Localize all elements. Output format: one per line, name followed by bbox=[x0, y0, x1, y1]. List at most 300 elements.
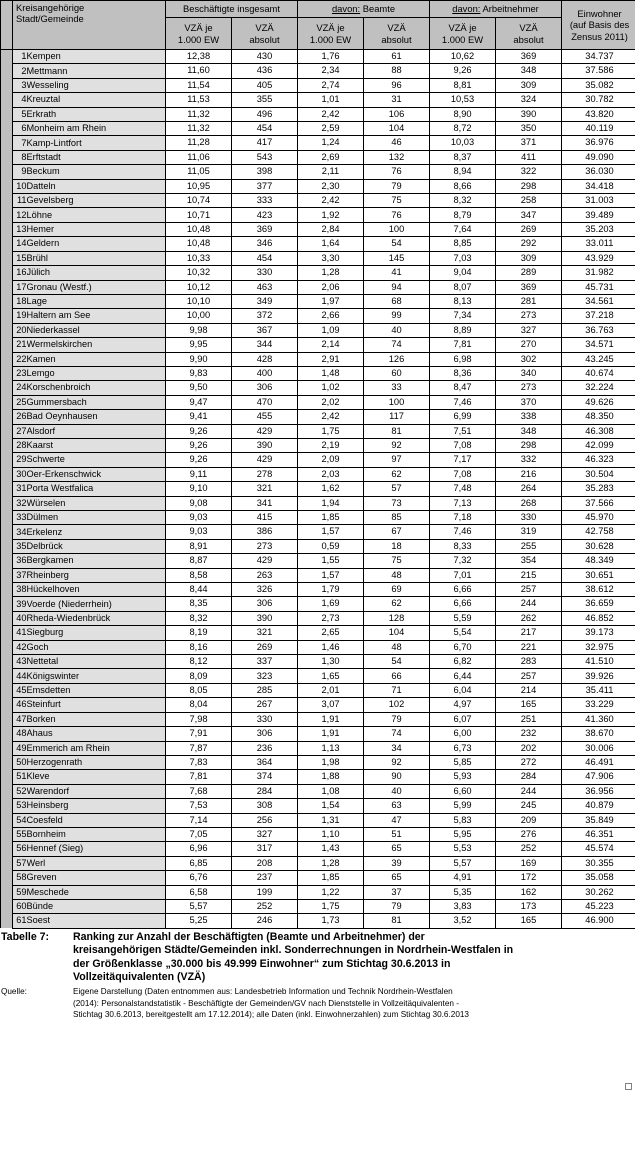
row-gutter bbox=[1, 597, 13, 611]
table-row bbox=[1, 683, 635, 697]
cell-beamte-abs: 96 bbox=[364, 78, 430, 92]
cell-total-rel: 7,81 bbox=[166, 770, 232, 784]
cell-arbeitnehmer-abs: 272 bbox=[496, 755, 562, 769]
cell-total-abs: 278 bbox=[232, 467, 298, 481]
cell-total-rel: 9,95 bbox=[166, 338, 232, 352]
cell-arbeitnehmer-rel: 10,53 bbox=[430, 93, 496, 107]
cell-municipality-name: Dülmen bbox=[27, 511, 166, 525]
row-gutter bbox=[1, 366, 13, 380]
row-gutter bbox=[1, 568, 13, 582]
cell-beamte-rel: 1,28 bbox=[298, 856, 364, 870]
cell-total-abs: 355 bbox=[232, 93, 298, 107]
cell-rank: 3 bbox=[13, 78, 27, 92]
table-row bbox=[1, 453, 635, 467]
cell-arbeitnehmer-rel: 7,46 bbox=[430, 395, 496, 409]
cell-einwohner: 30.628 bbox=[562, 539, 635, 553]
table-row bbox=[1, 856, 635, 870]
source-line-2: (2014): Personalstandstatistik - Beschäftigte der Gemeinden/GV nach Dienststelle in Vollzeitäquivalenten - bbox=[73, 998, 459, 1008]
cell-rank: 18 bbox=[13, 294, 27, 308]
cell-beamte-rel: 1,69 bbox=[298, 597, 364, 611]
cell-beamte-abs: 85 bbox=[364, 511, 430, 525]
cell-beamte-rel: 2,65 bbox=[298, 626, 364, 640]
caption-line-4: Vollzeitäquivalenten (VZÄ) bbox=[73, 971, 206, 984]
cell-total-abs: 317 bbox=[232, 842, 298, 856]
cell-rank: 36 bbox=[13, 554, 27, 568]
cell-arbeitnehmer-abs: 327 bbox=[496, 323, 562, 337]
cell-arbeitnehmer-rel: 6,66 bbox=[430, 583, 496, 597]
header-group-arbeitnehmer bbox=[430, 1, 562, 18]
cell-arbeitnehmer-rel: 8,37 bbox=[430, 150, 496, 164]
cell-arbeitnehmer-rel: 8,89 bbox=[430, 323, 496, 337]
row-gutter bbox=[1, 122, 13, 136]
cell-total-rel: 8,04 bbox=[166, 698, 232, 712]
table-row bbox=[1, 539, 635, 553]
cell-beamte-abs: 39 bbox=[364, 856, 430, 870]
cell-arbeitnehmer-abs: 264 bbox=[496, 482, 562, 496]
cell-total-abs: 429 bbox=[232, 554, 298, 568]
cell-beamte-abs: 40 bbox=[364, 784, 430, 798]
cell-einwohner: 41.510 bbox=[562, 655, 635, 669]
cell-municipality-name: Erkelenz bbox=[27, 525, 166, 539]
table-row bbox=[1, 712, 635, 726]
cell-municipality-name: Hemer bbox=[27, 222, 166, 236]
table-row bbox=[1, 655, 635, 669]
cell-beamte-rel: 2,42 bbox=[298, 107, 364, 121]
table-row bbox=[1, 496, 635, 510]
cell-total-rel: 8,58 bbox=[166, 568, 232, 582]
cell-arbeitnehmer-rel: 6,70 bbox=[430, 640, 496, 654]
table-header bbox=[1, 1, 635, 50]
header-beamte-abs-line2: absolut bbox=[381, 33, 412, 45]
cell-beamte-abs: 18 bbox=[364, 539, 430, 553]
cell-municipality-name: Hennef (Sieg) bbox=[27, 842, 166, 856]
cell-arbeitnehmer-rel: 7,64 bbox=[430, 222, 496, 236]
cell-beamte-rel: 1,64 bbox=[298, 237, 364, 251]
table-row bbox=[1, 669, 635, 683]
cell-beamte-rel: 1,46 bbox=[298, 640, 364, 654]
table-row bbox=[1, 467, 635, 481]
cell-beamte-abs: 81 bbox=[364, 424, 430, 438]
table-row bbox=[1, 122, 635, 136]
cell-arbeitnehmer-rel: 9,04 bbox=[430, 266, 496, 280]
cell-einwohner: 36.976 bbox=[562, 136, 635, 150]
cell-arbeitnehmer-abs: 350 bbox=[496, 122, 562, 136]
row-gutter bbox=[1, 727, 13, 741]
cell-beamte-abs: 76 bbox=[364, 208, 430, 222]
cell-rank: 35 bbox=[13, 539, 27, 553]
cell-arbeitnehmer-abs: 162 bbox=[496, 885, 562, 899]
cell-total-rel: 9,26 bbox=[166, 424, 232, 438]
cell-beamte-rel: 1,13 bbox=[298, 741, 364, 755]
table-row bbox=[1, 568, 635, 582]
cell-total-abs: 321 bbox=[232, 482, 298, 496]
cell-rank: 34 bbox=[13, 525, 27, 539]
table-row bbox=[1, 93, 635, 107]
cell-total-rel: 7,98 bbox=[166, 712, 232, 726]
cell-einwohner: 37.586 bbox=[562, 64, 635, 78]
cell-total-rel: 11,28 bbox=[166, 136, 232, 150]
cell-arbeitnehmer-rel: 7,08 bbox=[430, 438, 496, 452]
cell-total-abs: 344 bbox=[232, 338, 298, 352]
cell-municipality-name: Delbrück bbox=[27, 539, 166, 553]
cell-rank: 16 bbox=[13, 266, 27, 280]
row-gutter bbox=[1, 410, 13, 424]
cell-beamte-rel: 2,19 bbox=[298, 438, 364, 452]
cell-einwohner: 35.203 bbox=[562, 222, 635, 236]
row-gutter bbox=[1, 669, 13, 683]
table-row bbox=[1, 597, 635, 611]
row-gutter bbox=[1, 813, 13, 827]
cell-total-abs: 429 bbox=[232, 424, 298, 438]
cell-total-rel: 9,47 bbox=[166, 395, 232, 409]
header-total-rel bbox=[166, 18, 232, 50]
cell-municipality-name: Bornheim bbox=[27, 827, 166, 841]
cell-arbeitnehmer-rel: 10,03 bbox=[430, 136, 496, 150]
cell-arbeitnehmer-rel: 7,18 bbox=[430, 511, 496, 525]
cell-beamte-abs: 40 bbox=[364, 323, 430, 337]
table-row bbox=[1, 899, 635, 913]
cell-beamte-rel: 1,57 bbox=[298, 568, 364, 582]
header-total-rel-line2: 1.000 EW bbox=[177, 33, 220, 45]
cell-einwohner: 45.223 bbox=[562, 899, 635, 913]
cell-einwohner: 36.763 bbox=[562, 323, 635, 337]
table-row bbox=[1, 827, 635, 841]
cell-total-abs: 543 bbox=[232, 150, 298, 164]
cell-arbeitnehmer-rel: 7,34 bbox=[430, 309, 496, 323]
row-gutter bbox=[1, 554, 13, 568]
cell-rank: 46 bbox=[13, 698, 27, 712]
cell-municipality-name: Coesfeld bbox=[27, 813, 166, 827]
cell-arbeitnehmer-abs: 214 bbox=[496, 683, 562, 697]
caption-line-1: Ranking zur Anzahl der Beschäftigten (Beamte und Arbeitnehmer) der bbox=[73, 930, 425, 943]
cell-municipality-name: Voerde (Niederrhein) bbox=[27, 597, 166, 611]
cell-arbeitnehmer-abs: 202 bbox=[496, 741, 562, 755]
header-group-beamte-label: Beamte bbox=[362, 2, 396, 14]
cell-arbeitnehmer-abs: 217 bbox=[496, 626, 562, 640]
cell-arbeitnehmer-rel: 5,95 bbox=[430, 827, 496, 841]
table-row bbox=[1, 640, 635, 654]
source-line-1: Eigene Darstellung (Daten entnommen aus: Landesbetrieb Information und Technik Nordrhein-Westfalen bbox=[73, 986, 453, 996]
table-row bbox=[1, 914, 635, 928]
cell-arbeitnehmer-rel: 8,79 bbox=[430, 208, 496, 222]
cell-einwohner: 47.906 bbox=[562, 770, 635, 784]
header-beamte-rel-line1: VZÄ je bbox=[316, 22, 345, 34]
cell-einwohner: 46.308 bbox=[562, 424, 635, 438]
table-row bbox=[1, 352, 635, 366]
cell-total-abs: 405 bbox=[232, 78, 298, 92]
cell-total-abs: 377 bbox=[232, 179, 298, 193]
cell-einwohner: 45.574 bbox=[562, 842, 635, 856]
header-group-total-label: Beschäftigte insgesamt bbox=[183, 2, 280, 14]
cell-municipality-name: Rheda-Wiedenbrück bbox=[27, 611, 166, 625]
cell-rank: 52 bbox=[13, 784, 27, 798]
cell-municipality-name: Kaarst bbox=[27, 438, 166, 452]
cell-total-rel: 6,58 bbox=[166, 885, 232, 899]
cell-rank: 59 bbox=[13, 885, 27, 899]
header-group-row bbox=[1, 1, 635, 18]
cell-arbeitnehmer-abs: 332 bbox=[496, 453, 562, 467]
table-row bbox=[1, 698, 635, 712]
cell-einwohner: 37.566 bbox=[562, 496, 635, 510]
cell-arbeitnehmer-abs: 283 bbox=[496, 655, 562, 669]
cell-rank: 24 bbox=[13, 381, 27, 395]
cell-beamte-abs: 65 bbox=[364, 842, 430, 856]
cell-einwohner: 40.674 bbox=[562, 366, 635, 380]
cell-municipality-name: Greven bbox=[27, 871, 166, 885]
cell-municipality-name: Bergkamen bbox=[27, 554, 166, 568]
cell-arbeitnehmer-abs: 309 bbox=[496, 251, 562, 265]
cell-total-rel: 9,10 bbox=[166, 482, 232, 496]
cell-arbeitnehmer-rel: 6,44 bbox=[430, 669, 496, 683]
cell-total-abs: 321 bbox=[232, 626, 298, 640]
cell-beamte-rel: 1,08 bbox=[298, 784, 364, 798]
cell-arbeitnehmer-rel: 7,01 bbox=[430, 568, 496, 582]
cell-beamte-abs: 106 bbox=[364, 107, 430, 121]
table-row bbox=[1, 410, 635, 424]
cell-municipality-name: Lage bbox=[27, 294, 166, 308]
cell-einwohner: 30.651 bbox=[562, 568, 635, 582]
cell-beamte-abs: 74 bbox=[364, 727, 430, 741]
table-row bbox=[1, 294, 635, 308]
cell-beamte-rel: 2,74 bbox=[298, 78, 364, 92]
row-gutter bbox=[1, 482, 13, 496]
cell-beamte-rel: 0,59 bbox=[298, 539, 364, 553]
cell-arbeitnehmer-rel: 10,62 bbox=[430, 50, 496, 64]
cell-total-abs: 246 bbox=[232, 914, 298, 928]
cell-beamte-rel: 1,75 bbox=[298, 424, 364, 438]
row-gutter bbox=[1, 208, 13, 222]
cell-rank: 53 bbox=[13, 799, 27, 813]
cell-arbeitnehmer-rel: 5,59 bbox=[430, 611, 496, 625]
cell-rank: 15 bbox=[13, 251, 27, 265]
table-row bbox=[1, 799, 635, 813]
cell-total-rel: 9,83 bbox=[166, 366, 232, 380]
cell-einwohner: 38.670 bbox=[562, 727, 635, 741]
cell-total-rel: 7,91 bbox=[166, 727, 232, 741]
header-beamte-rel bbox=[298, 18, 364, 50]
cell-arbeitnehmer-abs: 330 bbox=[496, 511, 562, 525]
cell-arbeitnehmer-rel: 8,47 bbox=[430, 381, 496, 395]
cell-einwohner: 49.626 bbox=[562, 395, 635, 409]
row-gutter bbox=[1, 395, 13, 409]
cell-einwohner: 43.245 bbox=[562, 352, 635, 366]
cell-einwohner: 31.003 bbox=[562, 194, 635, 208]
cell-einwohner: 30.504 bbox=[562, 467, 635, 481]
cell-beamte-abs: 100 bbox=[364, 222, 430, 236]
cell-arbeitnehmer-abs: 347 bbox=[496, 208, 562, 222]
cell-rank: 61 bbox=[13, 914, 27, 928]
cell-arbeitnehmer-abs: 209 bbox=[496, 813, 562, 827]
cell-einwohner: 34.418 bbox=[562, 179, 635, 193]
cell-einwohner: 34.571 bbox=[562, 338, 635, 352]
cell-total-abs: 454 bbox=[232, 251, 298, 265]
cell-beamte-abs: 37 bbox=[364, 885, 430, 899]
cell-beamte-abs: 97 bbox=[364, 453, 430, 467]
cell-arbeitnehmer-abs: 309 bbox=[496, 78, 562, 92]
cell-beamte-abs: 33 bbox=[364, 381, 430, 395]
page-corner-marker bbox=[625, 1083, 632, 1090]
cell-beamte-rel: 1,85 bbox=[298, 871, 364, 885]
cell-einwohner: 49.090 bbox=[562, 150, 635, 164]
cell-einwohner: 46.900 bbox=[562, 914, 635, 928]
cell-beamte-rel: 2,30 bbox=[298, 179, 364, 193]
cell-arbeitnehmer-rel: 8,33 bbox=[430, 539, 496, 553]
table-row bbox=[1, 482, 635, 496]
cell-total-rel: 9,03 bbox=[166, 511, 232, 525]
row-gutter bbox=[1, 222, 13, 236]
cell-beamte-rel: 2,11 bbox=[298, 165, 364, 179]
cell-total-rel: 10,10 bbox=[166, 294, 232, 308]
cell-municipality-name: Herzogenrath bbox=[27, 755, 166, 769]
cell-einwohner: 30.782 bbox=[562, 93, 635, 107]
cell-beamte-rel: 2,73 bbox=[298, 611, 364, 625]
cell-einwohner: 36.030 bbox=[562, 165, 635, 179]
cell-total-abs: 364 bbox=[232, 755, 298, 769]
table-row bbox=[1, 438, 635, 452]
cell-total-abs: 306 bbox=[232, 597, 298, 611]
cell-arbeitnehmer-rel: 8,72 bbox=[430, 122, 496, 136]
cell-arbeitnehmer-abs: 322 bbox=[496, 165, 562, 179]
cell-arbeitnehmer-abs: 302 bbox=[496, 352, 562, 366]
cell-einwohner: 48.349 bbox=[562, 554, 635, 568]
cell-beamte-abs: 90 bbox=[364, 770, 430, 784]
cell-arbeitnehmer-rel: 4,97 bbox=[430, 698, 496, 712]
cell-rank: 23 bbox=[13, 366, 27, 380]
cell-arbeitnehmer-abs: 257 bbox=[496, 669, 562, 683]
table-row bbox=[1, 179, 635, 193]
table-row bbox=[1, 136, 635, 150]
cell-total-rel: 10,71 bbox=[166, 208, 232, 222]
cell-arbeitnehmer-rel: 5,85 bbox=[430, 755, 496, 769]
cell-rank: 12 bbox=[13, 208, 27, 222]
header-group-beamte-prefix: davon: bbox=[331, 2, 361, 14]
cell-rank: 4 bbox=[13, 93, 27, 107]
table-row bbox=[1, 395, 635, 409]
cell-beamte-abs: 61 bbox=[364, 50, 430, 64]
cell-rank: 22 bbox=[13, 352, 27, 366]
cell-beamte-rel: 1,62 bbox=[298, 482, 364, 496]
cell-total-rel: 5,25 bbox=[166, 914, 232, 928]
header-einwohner bbox=[562, 1, 635, 50]
row-gutter bbox=[1, 583, 13, 597]
table-row bbox=[1, 525, 635, 539]
cell-beamte-abs: 76 bbox=[364, 165, 430, 179]
cell-beamte-rel: 2,06 bbox=[298, 280, 364, 294]
source-line-3: Stichtag 30.6.2013, bereitgestellt am 17.12.2014); alle Daten (inkl. Einwohnerzahlen) zum Stichtag 30.6.2013 bbox=[73, 1010, 469, 1020]
source-text bbox=[73, 986, 635, 1021]
row-gutter bbox=[1, 611, 13, 625]
cell-beamte-rel: 1,92 bbox=[298, 208, 364, 222]
cell-total-rel: 7,05 bbox=[166, 827, 232, 841]
cell-municipality-name: Borken bbox=[27, 712, 166, 726]
cell-einwohner: 43.929 bbox=[562, 251, 635, 265]
cell-beamte-rel: 2,14 bbox=[298, 338, 364, 352]
cell-rank: 38 bbox=[13, 583, 27, 597]
cell-rank: 41 bbox=[13, 626, 27, 640]
header-municipality-line1: Kreisangehörige bbox=[16, 2, 85, 13]
cell-total-rel: 7,83 bbox=[166, 755, 232, 769]
cell-total-rel: 9,26 bbox=[166, 438, 232, 452]
cell-beamte-rel: 2,59 bbox=[298, 122, 364, 136]
cell-arbeitnehmer-rel: 7,46 bbox=[430, 525, 496, 539]
row-gutter bbox=[1, 496, 13, 510]
cell-municipality-name: Werl bbox=[27, 856, 166, 870]
cell-municipality-name: Wesseling bbox=[27, 78, 166, 92]
cell-beamte-abs: 79 bbox=[364, 899, 430, 913]
table-row bbox=[1, 770, 635, 784]
cell-einwohner: 38.612 bbox=[562, 583, 635, 597]
header-total-abs-line2: absolut bbox=[249, 33, 280, 45]
cell-total-abs: 429 bbox=[232, 453, 298, 467]
cell-arbeitnehmer-rel: 8,85 bbox=[430, 237, 496, 251]
cell-rank: 45 bbox=[13, 683, 27, 697]
cell-beamte-abs: 88 bbox=[364, 64, 430, 78]
cell-beamte-rel: 2,02 bbox=[298, 395, 364, 409]
cell-beamte-rel: 2,42 bbox=[298, 410, 364, 424]
cell-beamte-abs: 41 bbox=[364, 266, 430, 280]
cell-total-abs: 374 bbox=[232, 770, 298, 784]
cell-municipality-name: Niederkassel bbox=[27, 323, 166, 337]
cell-arbeitnehmer-abs: 371 bbox=[496, 136, 562, 150]
cell-total-rel: 5,57 bbox=[166, 899, 232, 913]
cell-total-rel: 11,60 bbox=[166, 64, 232, 78]
cell-total-rel: 10,74 bbox=[166, 194, 232, 208]
cell-municipality-name: Alsdorf bbox=[27, 424, 166, 438]
cell-arbeitnehmer-abs: 221 bbox=[496, 640, 562, 654]
cell-total-abs: 330 bbox=[232, 712, 298, 726]
cell-total-rel: 8,12 bbox=[166, 655, 232, 669]
cell-beamte-abs: 104 bbox=[364, 626, 430, 640]
cell-total-abs: 454 bbox=[232, 122, 298, 136]
cell-municipality-name: Bad Oeynhausen bbox=[27, 410, 166, 424]
cell-municipality-name: Wermelskirchen bbox=[27, 338, 166, 352]
cell-total-rel: 10,95 bbox=[166, 179, 232, 193]
cell-arbeitnehmer-rel: 7,08 bbox=[430, 467, 496, 481]
cell-beamte-abs: 145 bbox=[364, 251, 430, 265]
cell-arbeitnehmer-rel: 8,36 bbox=[430, 366, 496, 380]
cell-beamte-rel: 1,76 bbox=[298, 50, 364, 64]
cell-arbeitnehmer-abs: 273 bbox=[496, 309, 562, 323]
table-row bbox=[1, 78, 635, 92]
cell-arbeitnehmer-abs: 268 bbox=[496, 496, 562, 510]
cell-arbeitnehmer-abs: 276 bbox=[496, 827, 562, 841]
cell-municipality-name: Monheim am Rhein bbox=[27, 122, 166, 136]
cell-municipality-name: Beckum bbox=[27, 165, 166, 179]
cell-arbeitnehmer-rel: 5,54 bbox=[430, 626, 496, 640]
header-einwohner-line2: (auf Basis des bbox=[569, 19, 630, 31]
row-gutter bbox=[1, 899, 13, 913]
cell-rank: 26 bbox=[13, 410, 27, 424]
cell-arbeitnehmer-rel: 7,32 bbox=[430, 554, 496, 568]
cell-total-abs: 390 bbox=[232, 438, 298, 452]
row-gutter bbox=[1, 539, 13, 553]
cell-arbeitnehmer-rel: 7,03 bbox=[430, 251, 496, 265]
cell-total-abs: 367 bbox=[232, 323, 298, 337]
row-gutter bbox=[1, 640, 13, 654]
cell-total-abs: 326 bbox=[232, 583, 298, 597]
row-gutter bbox=[1, 165, 13, 179]
cell-arbeitnehmer-abs: 244 bbox=[496, 597, 562, 611]
table-row bbox=[1, 755, 635, 769]
row-gutter bbox=[1, 150, 13, 164]
cell-rank: 51 bbox=[13, 770, 27, 784]
header-group-arbeitnehmer-label: Arbeitnehmer bbox=[482, 2, 539, 14]
cell-rank: 37 bbox=[13, 568, 27, 582]
cell-beamte-rel: 1,28 bbox=[298, 266, 364, 280]
cell-beamte-abs: 51 bbox=[364, 827, 430, 841]
cell-total-rel: 8,09 bbox=[166, 669, 232, 683]
row-gutter bbox=[1, 136, 13, 150]
